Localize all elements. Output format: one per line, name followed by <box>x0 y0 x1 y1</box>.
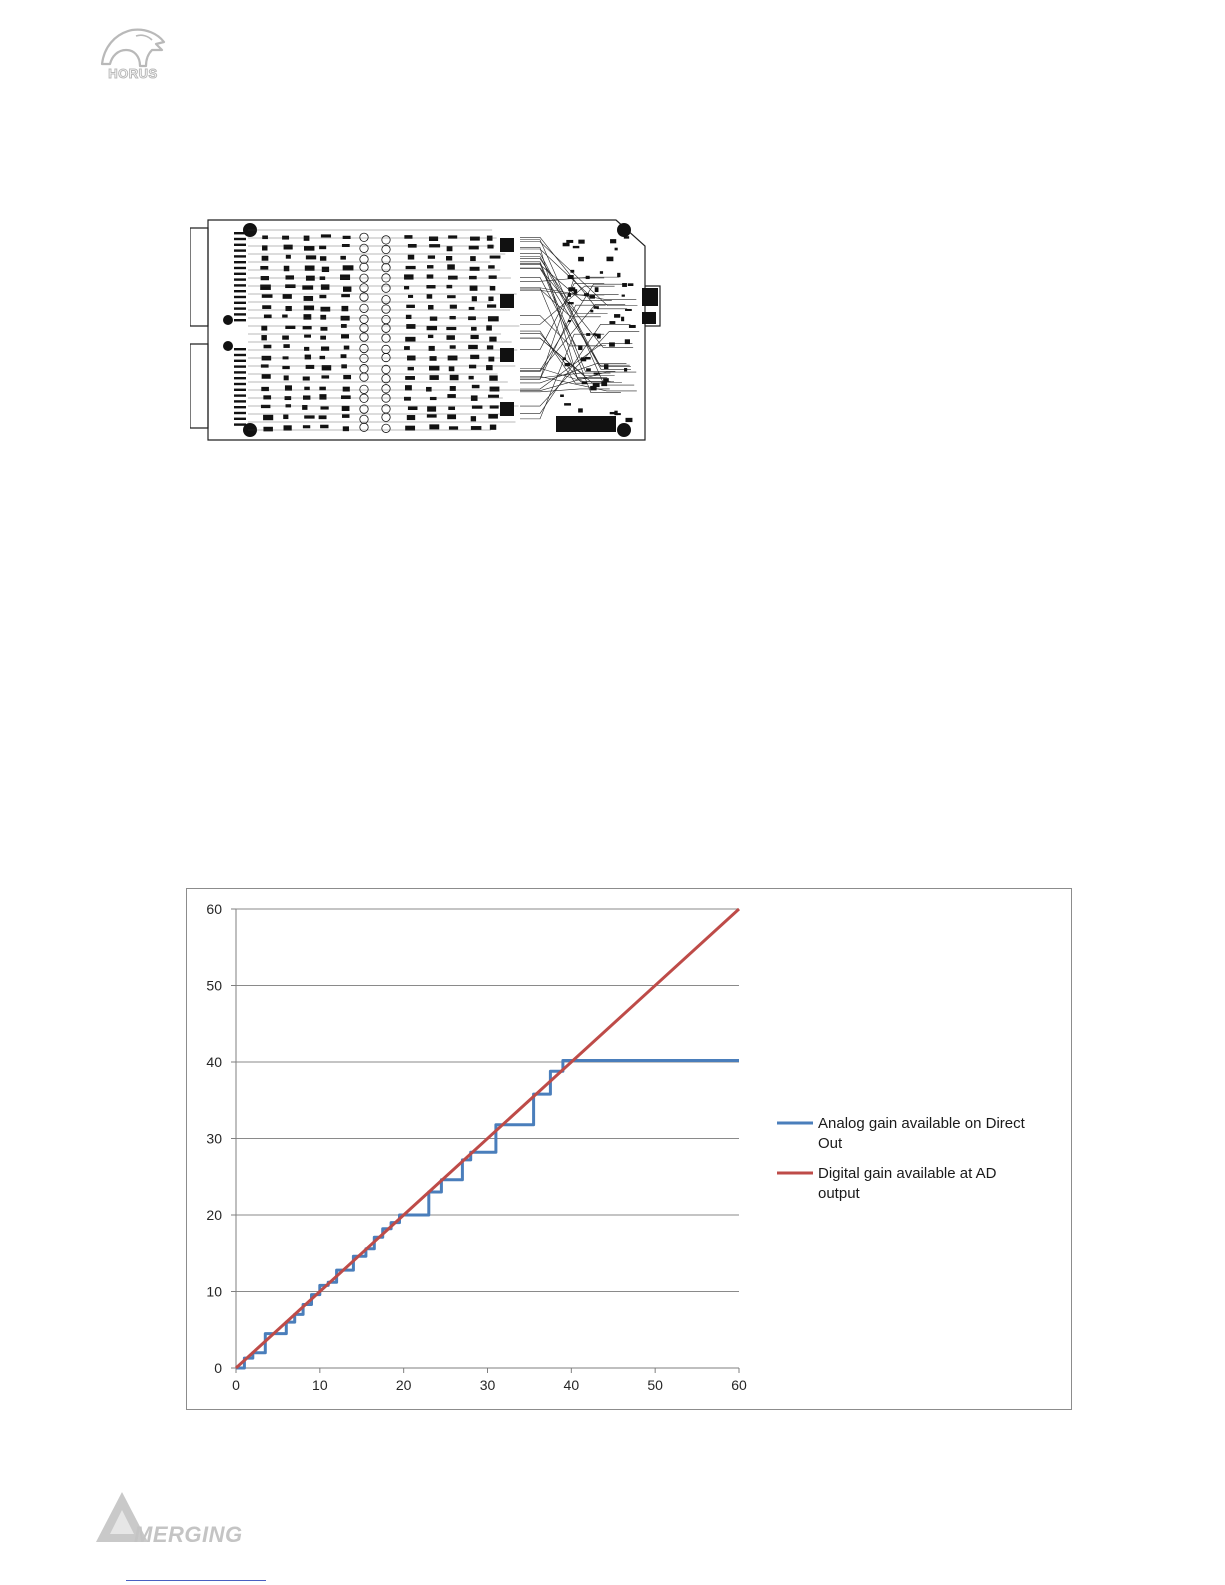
x-tick-label: 40 <box>563 1377 580 1393</box>
footer-rule <box>126 1580 266 1581</box>
y-tick-label: 20 <box>206 1207 222 1223</box>
y-tick-label: 10 <box>206 1283 222 1300</box>
legend-entry-analog-gain <box>818 1115 1026 1152</box>
pcb-chips <box>500 238 658 432</box>
pcb-traces <box>234 230 639 433</box>
gain-chart-svg <box>187 889 1071 1409</box>
series-line-analog-gain <box>236 1061 739 1369</box>
legend-line-1: Analog gain available on Direct <box>818 1115 1025 1132</box>
y-tick-label: 30 <box>206 1130 222 1147</box>
horus-logo <box>96 24 170 80</box>
y-tick-label: 40 <box>206 1054 222 1070</box>
merging-logo-text: MERGING <box>134 1522 243 1546</box>
falcon-head-icon <box>102 30 164 66</box>
legend-entry-digital-gain <box>818 1165 997 1202</box>
chart-gridlines <box>236 909 739 1292</box>
y-tick-label: 60 <box>206 901 222 917</box>
y-tick-label: 50 <box>206 977 222 994</box>
gain-chart <box>186 888 1072 1410</box>
horus-logo-text: HORUS <box>108 66 158 80</box>
x-tick-label: 60 <box>731 1377 747 1393</box>
legend-line-2: Out <box>818 1135 843 1152</box>
chart-legend <box>777 1115 1026 1202</box>
x-tick-label: 0 <box>232 1377 240 1393</box>
x-tick-label: 30 <box>479 1377 496 1393</box>
x-tick-label: 50 <box>647 1377 663 1393</box>
legend-line-2: output <box>818 1185 860 1202</box>
x-tick-label: 20 <box>395 1377 412 1393</box>
y-tick-label: 0 <box>214 1360 222 1376</box>
merging-logo <box>94 1490 286 1546</box>
pcb-board-drawing <box>190 216 662 446</box>
legend-line-1: Digital gain available at AD <box>818 1165 997 1182</box>
x-tick-label: 10 <box>312 1377 328 1393</box>
